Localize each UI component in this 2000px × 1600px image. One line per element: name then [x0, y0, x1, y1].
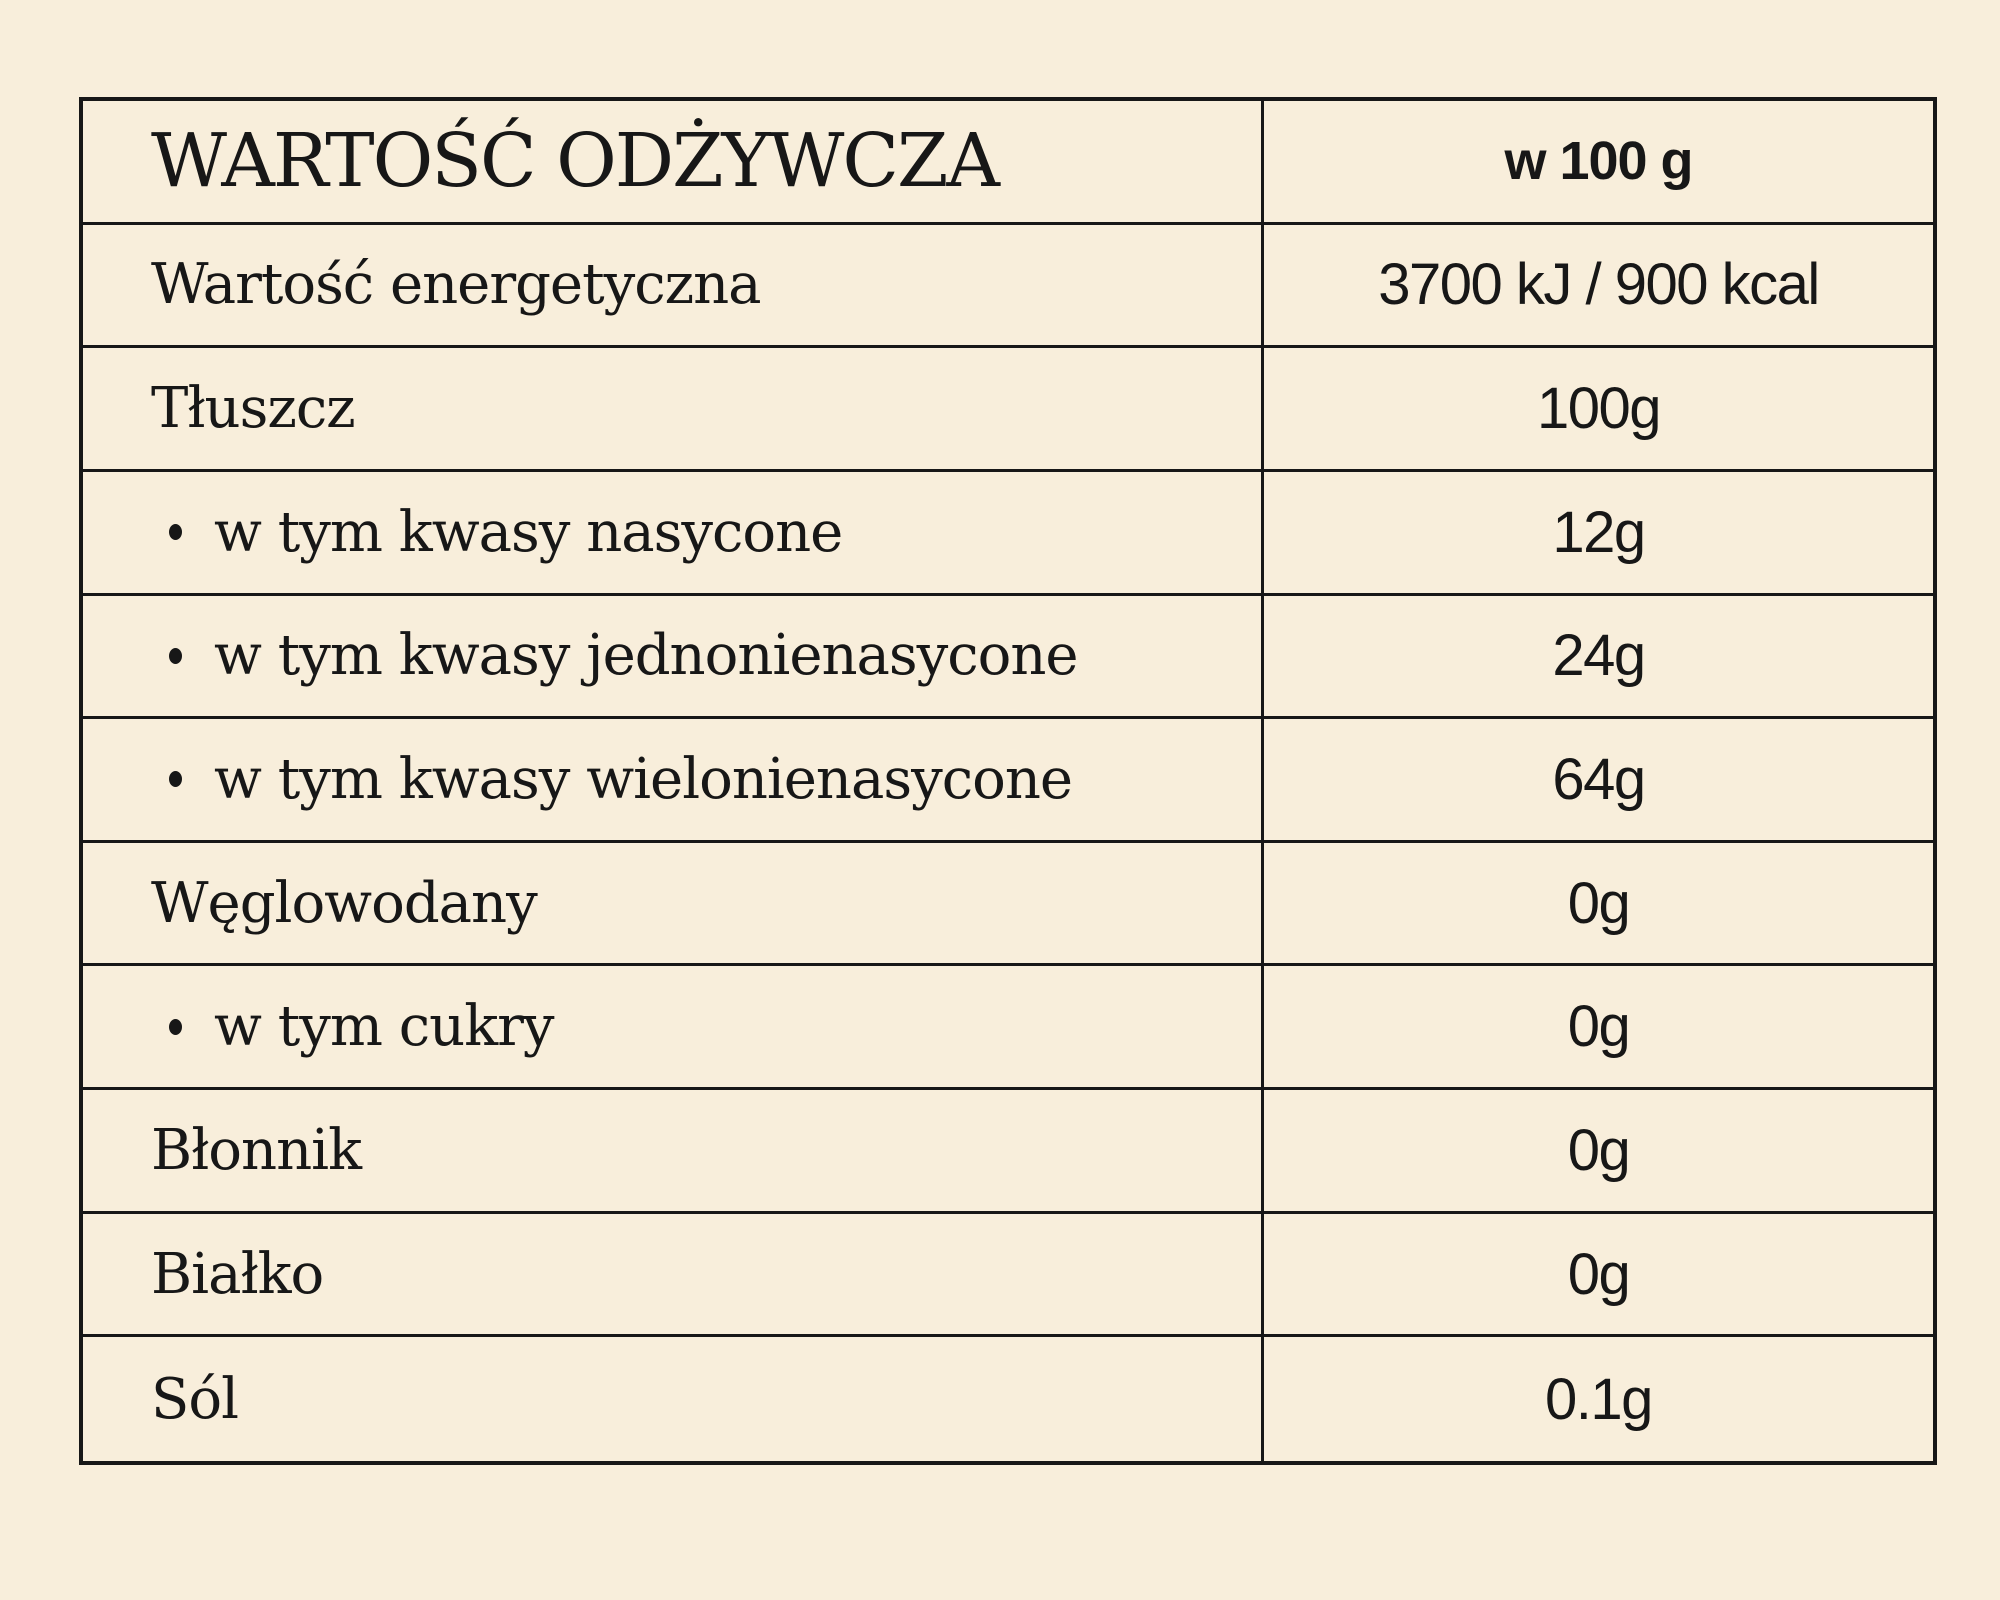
- row-value-text: 0.1g: [1545, 1366, 1652, 1432]
- row-label-saturates: [83, 472, 1264, 596]
- row-value-text: 0g: [1567, 1117, 1630, 1183]
- row-label-sugars: [83, 966, 1264, 1090]
- row-label-protein: [83, 1214, 1264, 1338]
- bullet-icon: [169, 771, 182, 787]
- row-value-text: 12g: [1552, 499, 1645, 565]
- row-value-salt: [1264, 1337, 1933, 1461]
- table-title-text: WARTOŚĆ ODŻYWCZA: [151, 118, 998, 205]
- row-value-energy: [1264, 225, 1933, 349]
- row-label-text: Węglowodany: [151, 870, 537, 936]
- row-label-text: w tym kwasy nasycone: [214, 499, 843, 565]
- row-label-text: Wartość energetyczna: [151, 252, 761, 318]
- row-label-fibre: [83, 1090, 1264, 1214]
- nutrition-table: [79, 97, 1937, 1465]
- row-value-text: 24g: [1552, 623, 1645, 689]
- row-label-carbohydrates: [83, 843, 1264, 967]
- row-value-text: 100g: [1536, 376, 1661, 442]
- row-label-monounsaturates: [83, 596, 1264, 720]
- row-label-energy: [83, 225, 1264, 349]
- bullet-icon: [169, 1019, 182, 1035]
- bullet-icon: [169, 524, 182, 540]
- row-value-fat: [1264, 348, 1933, 472]
- row-value-text: 0g: [1567, 870, 1630, 936]
- row-label-polyunsaturates: [83, 719, 1264, 843]
- row-value-polyunsaturates: [1264, 719, 1933, 843]
- row-value-text: 64g: [1552, 746, 1645, 812]
- row-value-carbohydrates: [1264, 843, 1933, 967]
- row-label-text: Białko: [151, 1241, 324, 1307]
- row-label-fat: [83, 348, 1264, 472]
- row-value-text: 0g: [1567, 994, 1630, 1060]
- row-value-protein: [1264, 1214, 1933, 1338]
- bullet-icon: [169, 648, 182, 664]
- row-value-monounsaturates: [1264, 596, 1933, 720]
- row-value-fibre: [1264, 1090, 1933, 1214]
- row-label-text: Tłuszcz: [151, 376, 355, 442]
- row-value-text: 0g: [1567, 1241, 1630, 1307]
- row-value-saturates: [1264, 472, 1933, 596]
- row-value-text: 3700 kJ / 900 kcal: [1378, 252, 1819, 318]
- row-label-text: w tym cukry: [214, 994, 554, 1060]
- table-amount-header: [1264, 101, 1933, 225]
- table-title-header: [83, 101, 1264, 225]
- row-label-salt: [83, 1337, 1264, 1461]
- row-label-text: w tym kwasy jednonienasycone: [214, 623, 1078, 689]
- row-label-text: Błonnik: [151, 1117, 361, 1183]
- row-label-text: Sól: [151, 1366, 238, 1432]
- amount-header-text: w 100 g: [1504, 131, 1693, 192]
- row-value-sugars: [1264, 966, 1933, 1090]
- row-label-text: w tym kwasy wielonienasycone: [214, 746, 1073, 812]
